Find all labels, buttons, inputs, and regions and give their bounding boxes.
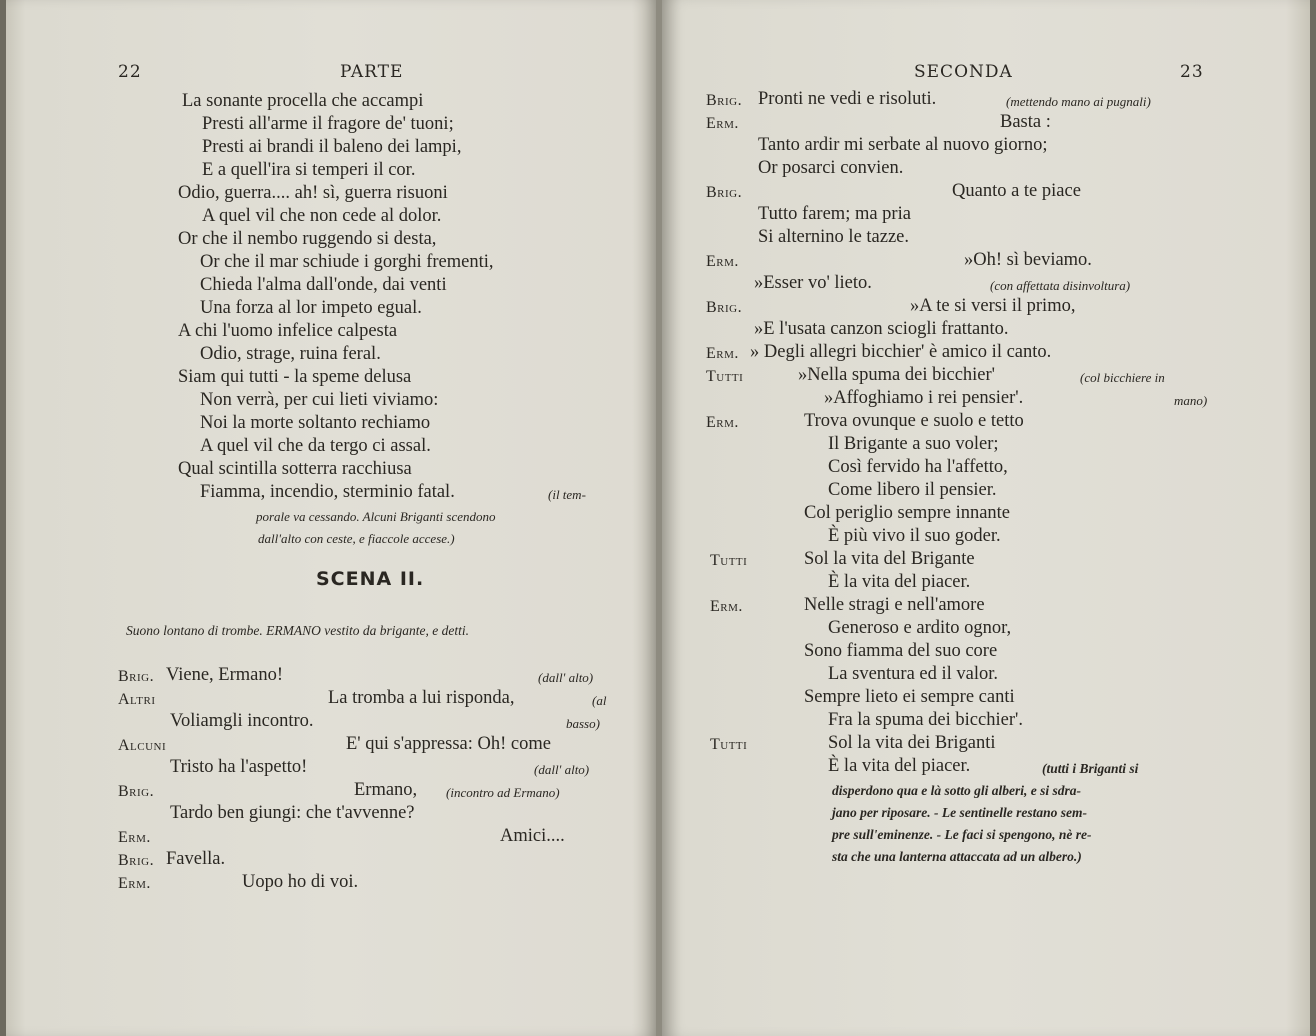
song-line: Fra la spuma dei bicchier'. xyxy=(828,710,1023,730)
dialogue-line: »E l'usata canzon sciogli frattanto. xyxy=(754,319,1009,339)
scene-direction: Suono lontano di trombe. ERMANO vestito da brigante, e detti. xyxy=(126,623,469,638)
song-line: Sol la vita dei Briganti xyxy=(828,733,996,753)
stage-direction: pre sull'eminenze. - Le faci si spengono, nè re- xyxy=(832,827,1092,842)
speaker: Erm. xyxy=(118,829,151,846)
stage-direction: dall'alto con ceste, e fiaccole accese.) xyxy=(258,531,455,546)
song-line: Sempre lieto ei sempre canti xyxy=(804,687,1015,707)
dialogue-line: »Affoghiamo i rei pensier'. xyxy=(824,388,1024,408)
speaker: Erm. xyxy=(118,875,151,892)
verse-line: Qual scintilla sotterra racchiusa xyxy=(178,459,412,479)
left-page xyxy=(6,0,658,1036)
speaker: Alcuni xyxy=(118,737,167,754)
verse-line: Odio, guerra.... ah! sì, guerra risuoni xyxy=(178,183,448,203)
dialogue-line: »Oh! sì beviamo. xyxy=(964,250,1092,270)
stage-direction: mano) xyxy=(1174,393,1208,408)
verse-line: Odio, strage, ruina feral. xyxy=(200,344,381,364)
verse-line: E a quell'ira si temperi il cor. xyxy=(202,160,416,180)
dialogue-line: Uopo ho di voi. xyxy=(242,872,359,892)
speaker: Tutti xyxy=(706,368,744,385)
verse-line: A chi l'uomo infelice calpesta xyxy=(178,321,398,341)
verse-line: Una forza al lor impeto egual. xyxy=(200,298,422,318)
song-line: Così fervido ha l'affetto, xyxy=(828,457,1008,477)
song-line: È più vivo il suo goder. xyxy=(828,526,1001,546)
song-line: Come libero il pensier. xyxy=(828,480,997,500)
stage-direction: (mettendo mano ai pugnali) xyxy=(1006,94,1151,109)
page-number: 22 xyxy=(118,62,142,82)
dialogue-line: Tutto farem; ma pria xyxy=(758,204,911,224)
song-line: Sol la vita del Brigante xyxy=(804,549,975,569)
dialogue-line: »Nella spuma dei bicchier' xyxy=(798,365,995,385)
dialogue-line: »A te si versi il primo, xyxy=(910,296,1076,316)
verse-line: Or che il mar schiude i gorghi frementi, xyxy=(200,252,494,272)
song-line: Nelle stragi e nell'amore xyxy=(804,595,985,615)
speaker: Erm. xyxy=(706,253,739,270)
running-head: PARTE xyxy=(340,62,404,82)
dialogue-line: La tromba a lui risponda, xyxy=(328,688,515,708)
dialogue-line: Ermano, xyxy=(354,780,418,800)
stage-direction: (col bicchiere in xyxy=(1080,370,1165,385)
verse-line: Fiamma, incendio, sterminio fatal. xyxy=(200,482,455,502)
speaker: Brig. xyxy=(706,299,743,316)
verse-line: Presti all'arme il fragore de' tuoni; xyxy=(202,114,454,134)
speaker: Brig. xyxy=(118,668,155,685)
running-head: SECONDA xyxy=(914,62,1013,82)
song-line: È la vita del piacer. xyxy=(828,572,971,592)
stage-direction: sta che una lanterna attaccata ad un albero.) xyxy=(832,849,1082,864)
verse-line: Siam qui tutti - la speme delusa xyxy=(178,367,412,387)
song-line: Il Brigante a suo voler; xyxy=(828,434,999,454)
stage-direction: (tutti i Briganti si xyxy=(1042,761,1139,776)
song-line: La sventura ed il valor. xyxy=(828,664,999,684)
verse-line: Presti ai brandi il baleno dei lampi, xyxy=(202,137,462,157)
song-line: Col periglio sempre innante xyxy=(804,503,1011,523)
dialogue-line: Pronti ne vedi e risoluti. xyxy=(758,89,937,109)
stage-direction: basso) xyxy=(566,716,600,731)
speaker: Brig. xyxy=(706,92,743,109)
speaker: Erm. xyxy=(706,414,739,431)
verse-line: Non verrà, per cui lieti viviamo: xyxy=(200,390,439,410)
song-line: Generoso e ardito ognor, xyxy=(828,618,1012,638)
dialogue-line: » Degli allegri bicchier' è amico il canto. xyxy=(750,342,1052,362)
stage-direction: (con affettata disinvoltura) xyxy=(990,278,1131,293)
verse-line: Chieda l'alma dall'onde, dai venti xyxy=(200,275,447,295)
song-line: È la vita del piacer. xyxy=(828,756,971,776)
stage-direction: (incontro ad Ermano) xyxy=(446,785,560,800)
verse-line: La sonante procella che accampi xyxy=(182,91,424,111)
stage-direction: (al xyxy=(592,693,607,708)
song-line: Trova ovunque e suolo e tetto xyxy=(804,411,1024,431)
song-line: Sono fiamma del suo core xyxy=(804,641,998,661)
dialogue-line: Voliamgli incontro. xyxy=(170,711,314,731)
speaker: Brig. xyxy=(118,852,155,869)
scene-title: SCENA II. xyxy=(316,568,425,590)
verse-line: A quel vil che non cede al dolor. xyxy=(202,206,442,226)
speaker: Erm. xyxy=(710,598,743,615)
page-number: 23 xyxy=(1180,62,1204,82)
stage-direction: (il tem- xyxy=(548,487,586,502)
verse-line: Noi la morte soltanto rechiamo xyxy=(200,413,431,433)
dialogue-line: Basta : xyxy=(1000,112,1051,132)
dialogue-line: E' qui s'appressa: Oh! come xyxy=(346,734,551,754)
stage-direction: (dall' alto) xyxy=(534,762,590,777)
speaker: Brig. xyxy=(706,184,743,201)
dialogue-line: »Esser vo' lieto. xyxy=(754,273,872,293)
stage-direction: porale va cessando. Alcuni Briganti scendono xyxy=(256,509,496,524)
stage-direction: disperdono qua e là sotto gli alberi, e si sdra- xyxy=(832,783,1082,798)
speaker: Tutti xyxy=(710,736,748,753)
speaker: Altri xyxy=(118,691,156,708)
dialogue-line: Tanto ardir mi serbate al nuovo giorno; xyxy=(758,135,1048,155)
dialogue-line: Viene, Ermano! xyxy=(166,665,284,685)
dialogue-line: Or posarci convien. xyxy=(758,158,904,178)
speaker: Erm. xyxy=(706,115,739,132)
dialogue-line: Tardo ben giungi: che t'avvenne? xyxy=(170,803,415,823)
stage-direction: (dall' alto) xyxy=(538,670,594,685)
speaker: Brig. xyxy=(118,783,155,800)
right-page xyxy=(662,0,1312,1036)
right-book-edge xyxy=(1310,0,1316,1036)
speaker: Erm. xyxy=(706,345,739,362)
dialogue-line: Quanto a te piace xyxy=(952,181,1081,201)
dialogue-line: Tristo ha l'aspetto! xyxy=(170,757,308,777)
verse-line: Or che il nembo ruggendo si desta, xyxy=(178,229,437,249)
dialogue-line: Amici.... xyxy=(500,826,565,846)
verse-line: A quel vil che da tergo ci assal. xyxy=(200,436,431,456)
stage-direction: jano per riposare. - Le sentinelle restano sem- xyxy=(832,805,1087,820)
speaker: Tutti xyxy=(710,552,748,569)
dialogue-line: Favella. xyxy=(166,849,226,869)
dialogue-line: Si alternino le tazze. xyxy=(758,227,910,247)
